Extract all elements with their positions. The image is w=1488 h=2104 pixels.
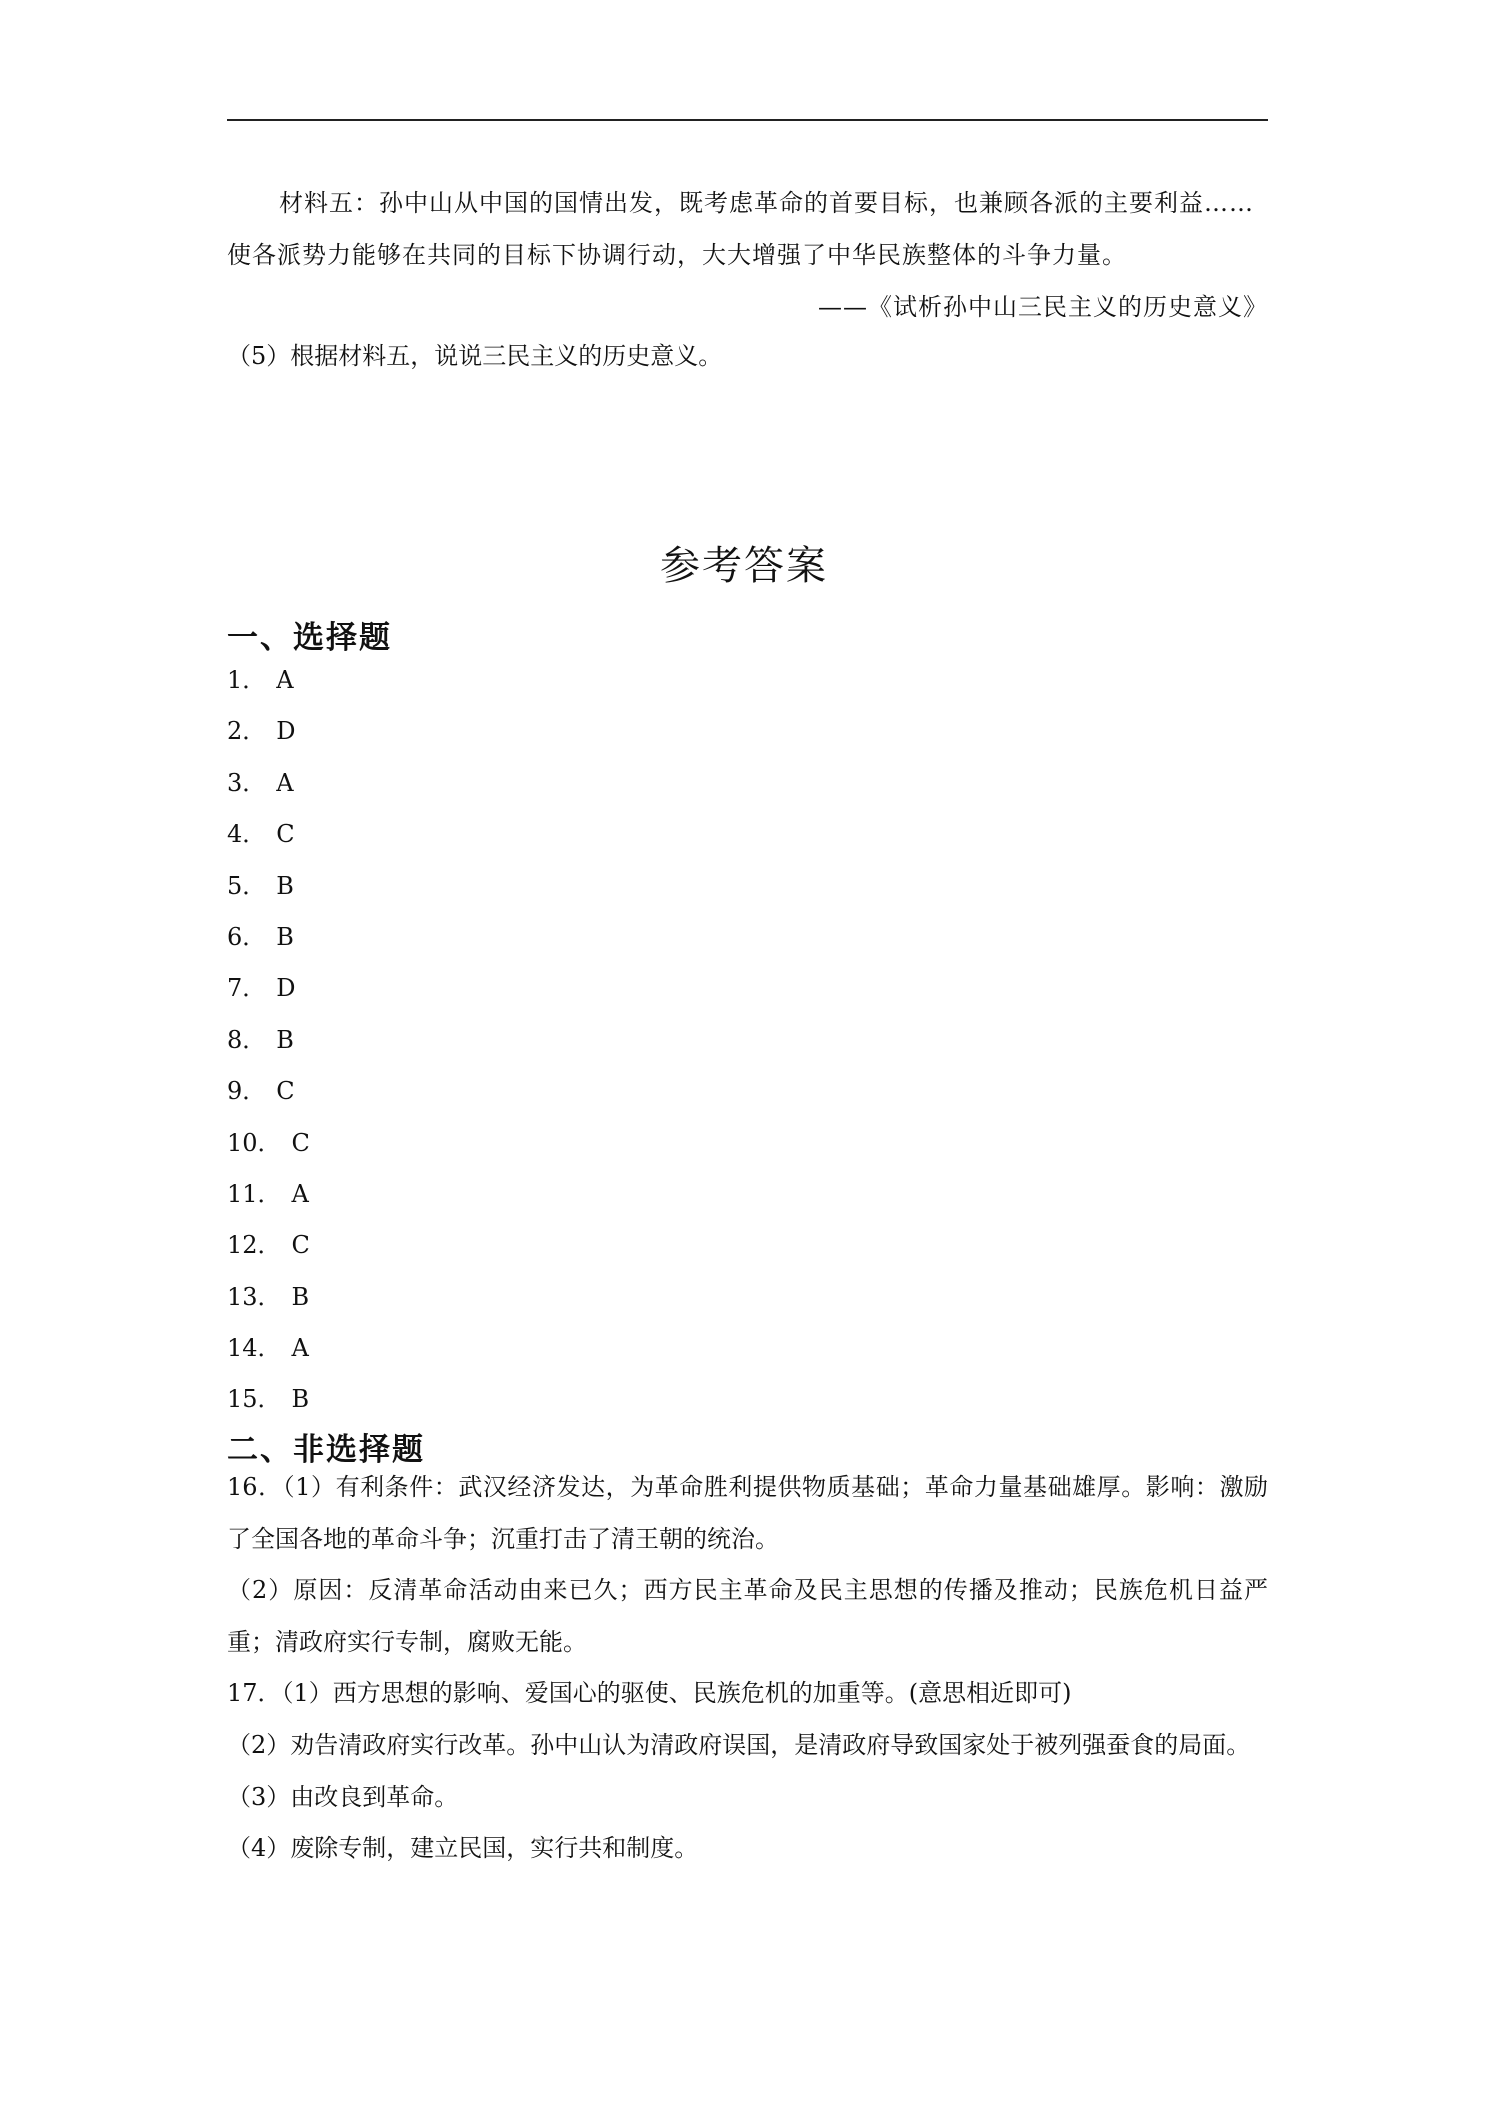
list-item [227,809,310,860]
question-number: 8． [227,1025,267,1054]
question-number: 15． [227,1385,282,1414]
answer-letter: B [276,1025,294,1054]
material-five-text: 材料五：孙中山从中国的国情出发，既考虑革命的首要目标，也兼顾各派的主要利益……使各派势力能够在共同的目标下协调行动，大大增强了中华民族整体的斗争力量。 [227,189,1254,269]
list-item [227,655,310,706]
question-number: 14． [227,1334,282,1363]
question-number: 5． [227,871,267,900]
header-rule [227,119,1268,121]
question-5: （5）根据材料五，说说三民主义的历史意义。 [227,342,723,370]
answer-letter: A [291,1179,309,1208]
list-item [227,963,310,1014]
answer-16-part-1: 16．（1）有利条件：武汉经济发达，为革命胜利提供物质基础；革命力量基础雄厚。影响：激励了全国各地的革命斗争；沉重打击了清王朝的统治。 [227,1473,1268,1553]
answer-16-part-2: （2）原因：反清革命活动由来已久；西方民主革命及民主思想的传播及推动；民族危机日益严重；清政府实行专制，腐败无能。 [227,1576,1268,1656]
answer-letter: A [276,666,294,694]
answer-letter: D [276,974,296,1003]
question-number: 2． [227,717,267,746]
question-number: 1． [227,666,267,694]
answer-letter: B [291,1385,310,1414]
answer-letter: A [291,1334,309,1363]
list-item [227,1323,310,1374]
material-five [227,177,1268,333]
answer-letter: D [276,717,296,746]
question-number: 9． [227,1077,267,1106]
section-heading-multiple-choice: 一、选择题 [227,620,392,656]
question-number: 10． [227,1128,282,1157]
section-heading-non-multiple-choice: 二、非选择题 [227,1432,425,1468]
multiple-choice-answer-list [227,655,310,1426]
answer-letter: B [276,922,294,951]
list-item [227,758,310,809]
answer-17-part-4: （4）废除专制，建立民国，实行共和制度。 [227,1834,699,1863]
question-number: 4． [227,820,267,849]
question-number: 13． [227,1282,282,1311]
question-number: 3． [227,768,267,797]
answer-letter: C [276,820,295,849]
list-item [227,1272,310,1323]
material-five-source: ——《试析孙中山三民主义的历史意义》 [818,293,1268,321]
answer-17-part-3: （3）由改良到革命。 [227,1782,459,1811]
question-number: 12． [227,1231,282,1260]
answer-letter: B [291,1282,310,1311]
list-item [227,861,310,912]
long-answer-block [227,1462,1268,1875]
answer-letter: A [276,768,294,797]
answer-17-part-2: （2）劝告清政府实行改革。孙中山认为清政府误国，是清政府导致国家处于被列强蚕食的局面。 [227,1730,1251,1759]
answer-letter: C [291,1128,310,1157]
list-item [227,912,310,963]
answer-letter: C [276,1077,295,1106]
list-item [227,1066,310,1117]
question-number: 6． [227,922,267,951]
question-number: 7． [227,974,267,1003]
answer-17-part-1: 17．（1）西方思想的影响、爱国心的驱使、民族危机的加重等。(意思相近即可) [227,1679,1072,1708]
list-item [227,1374,310,1425]
answer-title: 参考答案 [660,543,828,589]
list-item [227,1118,310,1169]
answer-letter: B [276,871,294,900]
answer-letter: C [291,1231,310,1260]
list-item [227,1015,310,1066]
question-number: 11． [227,1179,282,1208]
list-item [227,706,310,757]
list-item [227,1169,310,1220]
list-item [227,1220,310,1271]
